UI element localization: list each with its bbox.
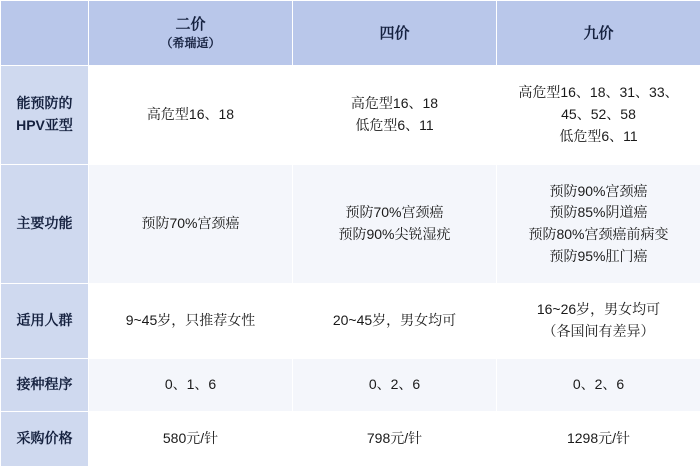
row-label-vaccination-schedule <box>1 359 89 412</box>
header-cell-bivalent <box>89 1 293 66</box>
cell-line: 预防85%阴道癌 <box>501 202 696 224</box>
row-label-line: 采购价格 <box>5 428 84 450</box>
cell-line: 16~26岁，男女均可 <box>501 299 696 321</box>
cell-line: 798元/针 <box>297 428 492 450</box>
cell-subtypes-nonavalent <box>497 66 700 165</box>
row-label-purchase-price <box>1 412 89 467</box>
cell-line: 580元/针 <box>93 428 288 450</box>
cell-line: 20~45岁，男女均可 <box>297 310 492 332</box>
row-label-hpv-subtypes <box>1 66 89 165</box>
header-cell-quadrivalent <box>293 1 497 66</box>
table-row <box>1 66 700 165</box>
cell-schedule-quadrivalent <box>293 359 497 412</box>
row-label-main-function <box>1 165 89 284</box>
cell-line: 高危型16、18 <box>297 93 492 115</box>
table-row <box>1 165 700 284</box>
table-row <box>1 284 700 359</box>
cell-line: 9~45岁，只推荐女性 <box>93 310 288 332</box>
header-title-quadrivalent: 四价 <box>379 25 409 42</box>
row-label-target-population <box>1 284 89 359</box>
table-row <box>1 359 700 412</box>
cell-line: 高危型16、18 <box>93 104 288 126</box>
cell-line: 低危型6、11 <box>297 115 492 137</box>
cell-line: 预防90%尖锐湿疣 <box>297 224 492 246</box>
cell-population-bivalent <box>89 284 293 359</box>
cell-function-bivalent <box>89 165 293 284</box>
cell-line: 1298元/针 <box>501 428 696 450</box>
header-subtitle-bivalent: （希瑞适） <box>93 35 288 52</box>
cell-line: 低危型6、11 <box>501 126 696 148</box>
cell-line: 0、2、6 <box>501 374 696 396</box>
header-corner-cell <box>1 1 89 66</box>
cell-line: 0、2、6 <box>297 374 492 396</box>
header-title-bivalent: 二价 <box>175 16 205 33</box>
cell-function-quadrivalent <box>293 165 497 284</box>
cell-price-quadrivalent <box>293 412 497 467</box>
cell-population-quadrivalent <box>293 284 497 359</box>
cell-line: 预防70%宫颈癌 <box>93 213 288 235</box>
header-title-nonavalent: 九价 <box>583 25 613 42</box>
cell-line: 预防95%肛门癌 <box>501 246 696 268</box>
row-label-line: HPV亚型 <box>5 115 84 137</box>
cell-line: 0、1、6 <box>93 374 288 396</box>
cell-price-bivalent <box>89 412 293 467</box>
cell-price-nonavalent <box>497 412 700 467</box>
cell-line: （各国间有差异） <box>501 321 696 343</box>
cell-schedule-bivalent <box>89 359 293 412</box>
table-header-row <box>1 1 700 66</box>
row-label-line: 主要功能 <box>5 213 84 235</box>
cell-line: 高危型16、18、31、33、 <box>501 82 696 104</box>
cell-schedule-nonavalent <box>497 359 700 412</box>
cell-subtypes-quadrivalent <box>293 66 497 165</box>
cell-line: 45、52、58 <box>501 104 696 126</box>
cell-line: 预防70%宫颈癌 <box>297 202 492 224</box>
cell-line: 预防80%宫颈癌前病变 <box>501 224 696 246</box>
cell-population-nonavalent <box>497 284 700 359</box>
row-label-line: 适用人群 <box>5 310 84 332</box>
table-row <box>1 412 700 467</box>
cell-subtypes-bivalent <box>89 66 293 165</box>
cell-line: 预防90%宫颈癌 <box>501 181 696 203</box>
row-label-line: 接种程序 <box>5 374 84 396</box>
header-cell-nonavalent <box>497 1 700 66</box>
cell-function-nonavalent <box>497 165 700 284</box>
row-label-line: 能预防的 <box>5 93 84 115</box>
